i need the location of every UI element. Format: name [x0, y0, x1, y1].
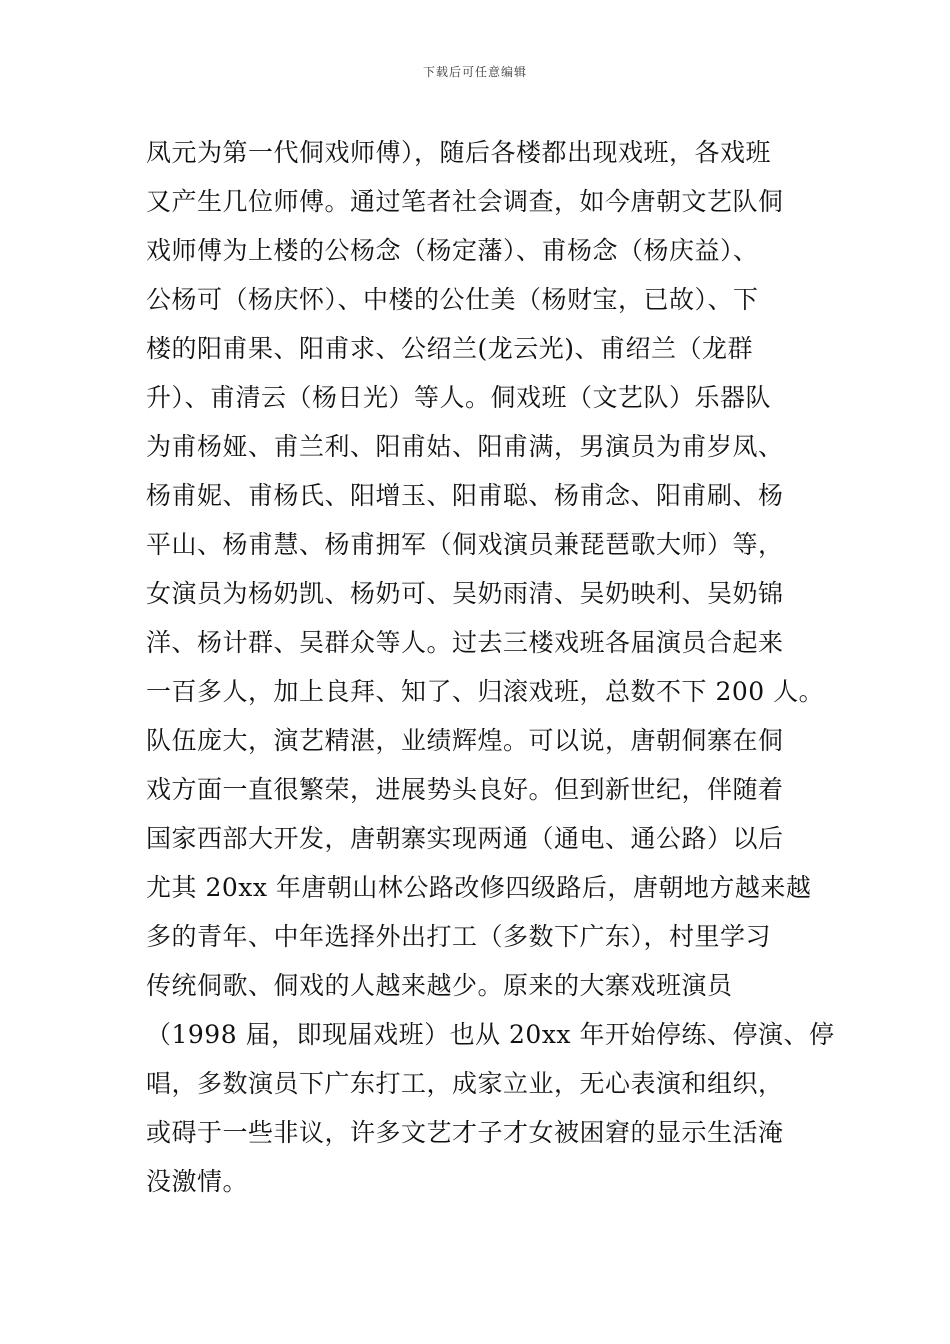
text-line: 多的青年、中年选择外出打工（多数下广东），村里学习: [146, 922, 772, 951]
text-line: 一百多人，加上良拜、知了、归滚戏班，总数不下 200 人。: [146, 677, 825, 706]
text-line: 没激情。: [146, 1167, 249, 1196]
text-line: （1998 届，即现届戏班）也从 20xx 年开始停练、停演、停: [146, 1020, 835, 1049]
text-line: 平山、杨甫慧、杨甫拥军（侗戏演员兼琵琶歌大师）等，: [146, 530, 784, 559]
text-line: 楼的阳甫果、阳甫求、公绍兰(龙云光)、甫绍兰（龙群: [146, 334, 754, 363]
text-line: 公杨可（杨庆怀）、中楼的公仕美（杨财宝，已故）、下: [146, 285, 759, 314]
text-line: 为甫杨娅、甫兰利、阳甫姑、阳甫满，男演员为甫岁凤、: [146, 432, 784, 461]
text-line: 女演员为杨奶凯、杨奶可、吴奶雨清、吴奶映利、吴奶锦: [146, 579, 784, 608]
text-line: 或碍于一些非议，许多文艺才子才女被困窘的显示生活淹: [146, 1118, 784, 1147]
text-line: 又产生几位师傅。通过笔者社会调查，如今唐朝文艺队侗: [146, 187, 784, 216]
text-line: 戏师傅为上楼的公杨念（杨定藩）、甫杨念（杨庆益）、: [146, 236, 759, 265]
text-line: 唱，多数演员下广东打工，成家立业，无心表演和组织，: [146, 1069, 784, 1098]
text-line: 传统侗歌、侗戏的人越来越少。原来的大寨戏班演员: [146, 971, 733, 1000]
text-line: 戏方面一直很繁荣，进展势头良好。但到新世纪，伴随着: [146, 775, 784, 804]
page-header: 下载后可任意编辑: [422, 65, 527, 79]
body-paragraph: [146, 128, 835, 1206]
text-line: 国家西部大开发，唐朝寨实现两通（通电、通公路）以后: [146, 824, 784, 853]
text-line: 尤其 20xx 年唐朝山林公路改修四级路后，唐朝地方越来越: [146, 873, 812, 902]
text-line: 杨甫妮、甫杨氏、阳增玉、阳甫聪、杨甫念、阳甫刷、杨: [146, 481, 784, 510]
text-line: 洋、杨计群、吴群众等人。过去三楼戏班各届演员合起来: [146, 628, 784, 657]
text-line: 队伍庞大，演艺精湛，业绩辉煌。可以说，唐朝侗寨在侗: [146, 726, 784, 755]
text-line: 凤元为第一代侗戏师傅），随后各楼都出现戏班，各戏班: [146, 138, 772, 167]
text-line: 升）、甫清云（杨日光）等人。侗戏班（文艺队）乐器队: [146, 383, 772, 412]
